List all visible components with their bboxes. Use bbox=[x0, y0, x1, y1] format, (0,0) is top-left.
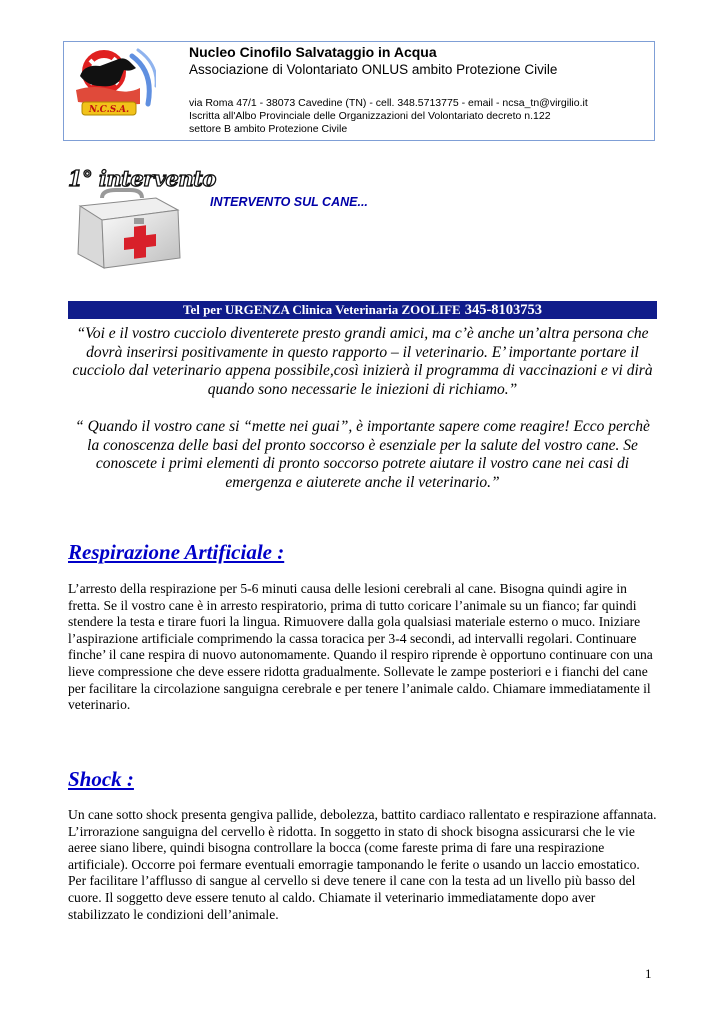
ncsa-logo bbox=[70, 46, 156, 128]
first-aid-kit-icon bbox=[68, 188, 182, 270]
section-title-shock: Shock : bbox=[68, 767, 134, 791]
urgency-banner bbox=[68, 301, 657, 319]
org-name: Nucleo Cinofilo Salvataggio in Acqua bbox=[189, 44, 437, 60]
org-registry: Iscritta all'Albo Provinciale delle Organizzazioni del Volontariato decreto n.122 bbox=[189, 110, 551, 122]
org-address: via Roma 47/1 - 38073 Cavedine (TN) - cell. 348.5713775 - email - ncsa_tn@virgilio.it bbox=[189, 97, 588, 109]
org-description: Associazione di Volontariato ONLUS ambito Protezione Civile bbox=[189, 62, 558, 77]
section-body-artificial-respiration: L’arresto della respirazione per 5-6 minuti causa delle lesioni cerebrali al cane. Bisogna quindi agire in fretta. Se il vostro cane è in arresto respiratorio, prima di tutto coricare l’animale su un fianco; far quindi stendere la testa e tirare fuori la lingua. Rimuovere dalla gola qualsiasi materiale esterno o muco. Iniziare l’aspirazione artificiale comprimendo la cassa toracica per 3-4 secondi, ad intervalli regolari. Continuare finche’ il cane respira di nuovo autonomamente. Quando il respiro riprende è opportuno continuare con una lieve compressione che deve essere ridotta gradualmente. Sollevate le zampe posteriori e i fianchi del cane per facilitare la circolazione sanguigna cerebrale e per tenere l’animale caldo. Chiamare immediatamente il veterinario. bbox=[68, 581, 653, 713]
urgency-label: Tel per URGENZA Clinica Veterinaria ZOOLIFE bbox=[182, 302, 461, 317]
section-title-artificial-respiration: Respirazione Artificiale : bbox=[68, 540, 285, 564]
first-aid-image bbox=[68, 166, 216, 270]
page-number: 1 bbox=[645, 966, 652, 981]
section-body-shock: Un cane sotto shock presenta gengiva pallide, debolezza, battito cardiaco rallentato e respirazione affannata. L’irrorazione sanguigna del cervello è ridotta. In soggetto in stato di shock bisogna assicurarsi che le vie aeree siano libere, quindi bisogna controllare la bocca (come fareste prima di fare una respirazione artificiale). Occorre poi fermare eventuali emorragie tamponando le ferite o usando un laccio emostatico. Per facilitare l’afflusso di sangue al cervello si deve tenere il cane con la testa ad un livello più basso del cuore. Il soggetto deve essere tenuto al caldo. Chiamate il veterinario immediatamente dopo aver stabilizzato le condizioni dell’animale. bbox=[68, 807, 657, 922]
intro-quote-vet: “Voi e il vostro cucciolo diventerete presto grandi amici, ma c’è anche un’altra persona che dovrà inserirsi positivamente in questo rapporto – il veterinario. E’ importante portare il cucciolo dal veterinario appena possibile,così inizierà il programma di vaccinazioni e vi dirà quando sono necessarie le iniezioni di richiamo.” bbox=[72, 325, 653, 398]
first-aid-image-title: 1° intervento bbox=[68, 166, 216, 191]
urgency-phone: 345-8103753 bbox=[464, 302, 543, 318]
intro-quote-first-aid: “ Quando il vostro cane si “mette nei guai”, è importante sapere come reagire! Ecco perchè la conoscenza delle basi del pronto soccorso è esenziale per la salute del vostro cane. Se conoscete i primi elementi di pronto soccorso potrete aiutare il vostro cane nei casi di emergenza e aiuterete anche il veterinario.” bbox=[75, 418, 650, 491]
logo-text: N.C.S.A. bbox=[88, 105, 130, 115]
intervention-subtitle: INTERVENTO SUL CANE... bbox=[210, 195, 368, 209]
org-sector: settore B ambito Protezione Civile bbox=[189, 123, 348, 135]
letterhead bbox=[63, 41, 655, 141]
